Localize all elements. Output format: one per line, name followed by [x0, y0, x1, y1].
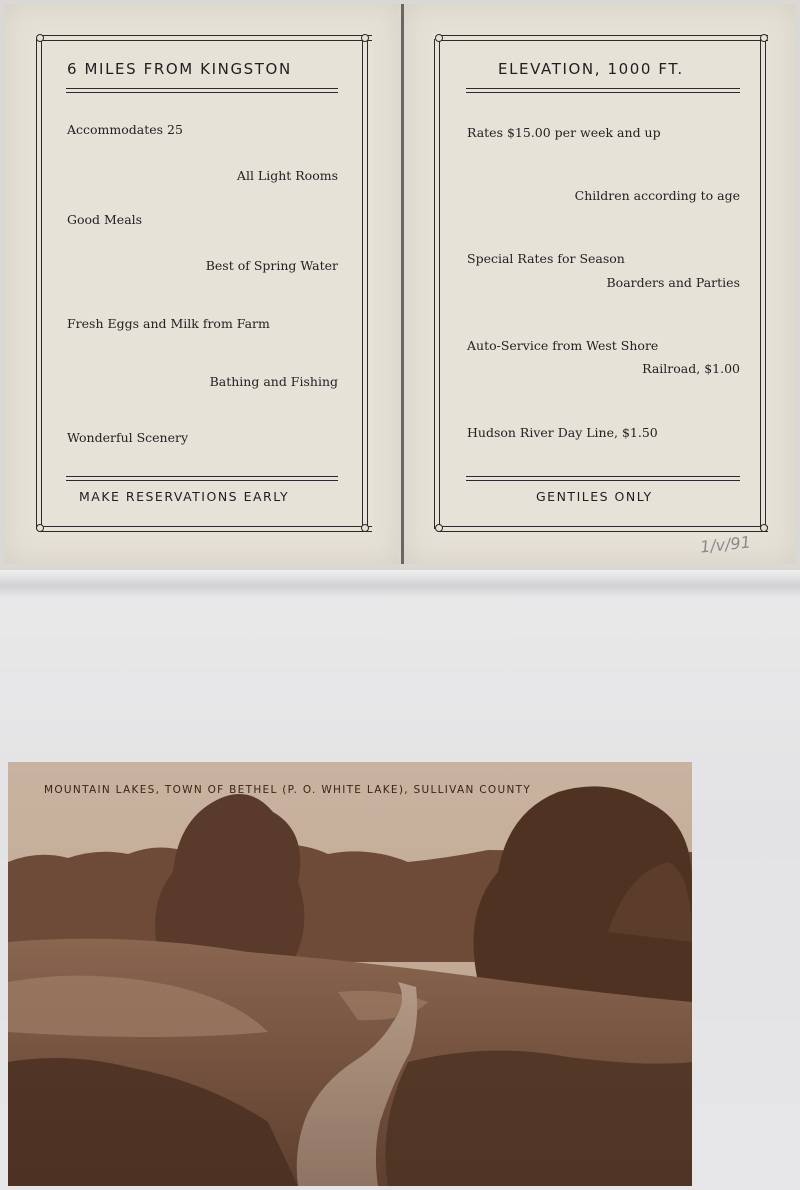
- frame-left-border: [434, 39, 440, 529]
- frame-right-border: [760, 39, 766, 529]
- list-item: Best of Spring Water: [205, 258, 338, 273]
- corner-ornament: [36, 524, 44, 532]
- corner-ornament: [361, 524, 369, 532]
- list-item: Fresh Eggs and Milk from Farm: [67, 316, 270, 331]
- list-item: Bathing and Fishing: [209, 374, 338, 389]
- brochure-left-panel: [4, 4, 399, 564]
- right-footer: GENTILES ONLY: [536, 489, 653, 504]
- list-item: Accommodates 25: [67, 122, 183, 137]
- corner-ornament: [36, 34, 44, 42]
- frame-bottom-border: [438, 526, 768, 532]
- footer-rule: [466, 476, 740, 481]
- left-heading: 6 MILES FROM KINGSTON: [67, 60, 292, 78]
- list-item: Special Rates for Season: [467, 251, 625, 266]
- sleeve-edge: [0, 570, 800, 596]
- list-item: Hudson River Day Line, $1.50: [467, 425, 658, 440]
- corner-ornament: [435, 524, 443, 532]
- footer-rule: [66, 476, 338, 481]
- brochure-right-panel: [404, 4, 796, 564]
- list-item: Railroad, $1.00: [642, 361, 740, 376]
- list-item: Boarders and Parties: [606, 275, 740, 290]
- handwritten-note: 1/v/91: [699, 532, 752, 557]
- postcard-caption: MOUNTAIN LAKES, TOWN OF BETHEL (P. O. WHITE LAKE), SULLIVAN COUNTY: [44, 784, 532, 796]
- heading-rule: [66, 88, 338, 93]
- frame-bottom-border: [40, 526, 372, 532]
- list-item: Auto-Service from West Shore: [467, 338, 659, 353]
- frame-right-border: [362, 39, 368, 529]
- list-item: Rates $15.00 per week and up: [467, 125, 661, 140]
- corner-ornament: [760, 34, 768, 42]
- list-item: Good Meals: [67, 212, 143, 227]
- corner-ornament: [361, 34, 369, 42]
- corner-ornament: [760, 524, 768, 532]
- postcard-photo: [8, 762, 692, 1186]
- list-item: Children according to age: [574, 188, 740, 203]
- frame-top-border: [438, 35, 768, 41]
- list-item: All Light Rooms: [236, 168, 338, 183]
- landscape-illustration: [8, 762, 692, 1186]
- frame-left-border: [36, 39, 42, 529]
- left-footer: MAKE RESERVATIONS EARLY: [79, 489, 290, 504]
- right-heading: ELEVATION, 1000 FT.: [498, 60, 684, 78]
- corner-ornament: [435, 34, 443, 42]
- list-item: Wonderful Scenery: [67, 430, 189, 445]
- heading-rule: [466, 88, 740, 93]
- frame-top-border: [40, 35, 372, 41]
